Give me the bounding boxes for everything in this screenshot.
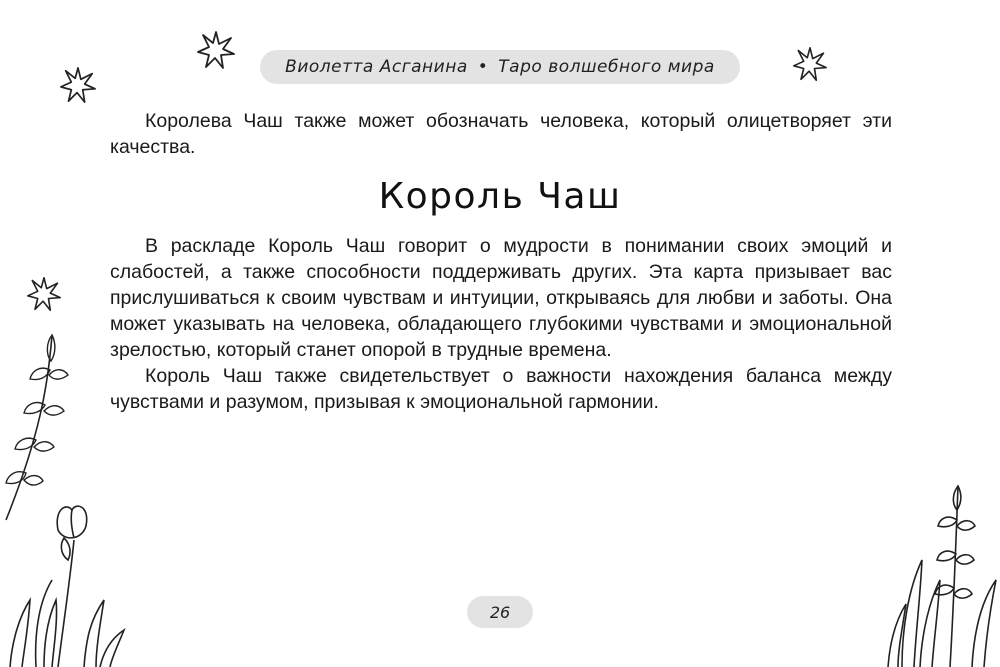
page-number: 26 <box>467 596 533 628</box>
grass-icon <box>880 480 1000 667</box>
tulip-icon <box>0 500 130 667</box>
header-separator: • <box>477 57 489 77</box>
header-author: Виолетта Асганина <box>285 57 468 77</box>
star-icon <box>58 66 98 104</box>
leaf-branch-icon <box>0 325 80 525</box>
paragraph: Король Чаш также свидетельствует о важности нахождения баланса между чувствами и разумом, призывая к эмоциональной гармонии. <box>110 365 892 413</box>
intro-text <box>110 108 892 160</box>
intro-paragraph: Королева Чаш также может обозначать человека, который олицетворяет эти качества. <box>110 110 892 158</box>
star-icon <box>790 46 830 82</box>
star-icon <box>196 30 236 70</box>
paragraph: В раскладе Король Чаш говорит о мудрости в понимании своих эмоций и слабостей, а также способности поддерживать других. Эта карта призывает вас прислушиваться к своим чувствам и интуиции, открываясь для любви и заботы. Она может указывать на человека, обладающего глубокими чувствами и эмоциональной зрелостью, который станет опорой в трудные времена. <box>110 235 892 361</box>
body-text <box>110 233 892 415</box>
star-icon <box>24 276 64 312</box>
running-header <box>260 50 740 84</box>
header-book-title: Таро волшебного мира <box>498 57 715 77</box>
section-title: Король Чаш <box>378 176 622 217</box>
